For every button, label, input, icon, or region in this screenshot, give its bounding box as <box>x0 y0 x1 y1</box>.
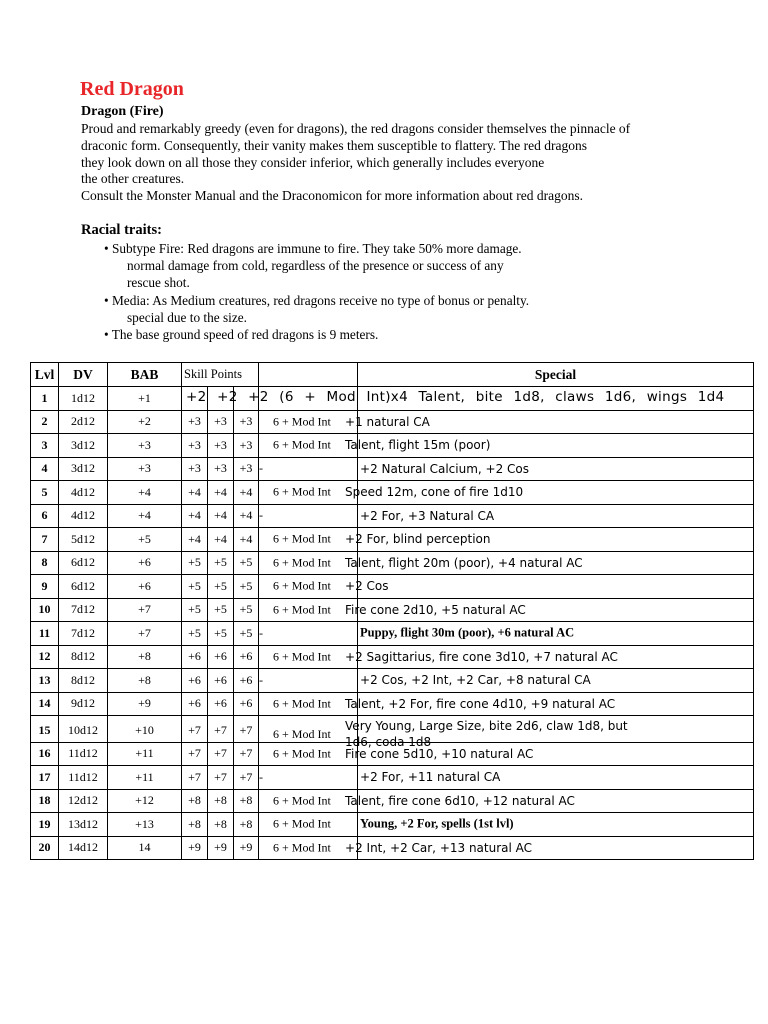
cell-mod-int <box>259 813 358 837</box>
cell-mod-text: 6 + Mod Int <box>273 484 331 499</box>
cell-skill: +5 <box>208 551 234 575</box>
cell-dv: 5d12 <box>59 528 108 552</box>
cell-dv: 2d12 <box>59 410 108 434</box>
cell-level: 1 <box>31 387 59 411</box>
cell-mod-text: 6 + Mod Int <box>273 746 331 761</box>
table-row <box>31 669 754 693</box>
cell-bab: 14 <box>108 836 182 860</box>
cell-special-text: +2 For, blind perception <box>345 532 491 547</box>
cell-dv: 7d12 <box>59 622 108 646</box>
cell-special <box>358 766 754 790</box>
cell-skill: +4 <box>208 504 234 528</box>
cell-special <box>345 692 754 716</box>
table-row <box>31 645 754 669</box>
cell-skill: +6 <box>234 645 259 669</box>
table-row <box>31 766 754 790</box>
page-title: Red Dragon <box>80 78 184 100</box>
table-row <box>31 551 754 575</box>
cell-skill: +4 <box>182 481 208 505</box>
racial-trait-line: • The base ground speed of red dragons is 9 meters. <box>104 327 379 343</box>
cell-mod-text: 6 + Mod Int <box>273 578 331 593</box>
page-subtitle: Dragon (Fire) <box>81 104 164 119</box>
cell-level: 13 <box>31 669 59 693</box>
cell-special <box>358 669 754 693</box>
cell-skill: +5 <box>234 622 259 646</box>
cell-level: 14 <box>31 692 59 716</box>
cell-dv: 13d12 <box>59 813 108 837</box>
cell-skill: +7 <box>234 766 259 790</box>
cell-mod-int <box>259 481 358 505</box>
cell-skill: +3 <box>182 457 208 481</box>
header-dv: DV <box>59 363 108 387</box>
racial-trait-line: normal damage from cold, regardless of the presence or success of any <box>127 258 504 274</box>
cell-skill: +5 <box>182 598 208 622</box>
cell-bab: +3 <box>108 434 182 458</box>
cell-skill: +7 <box>182 742 208 766</box>
row-1-overflow-text: +2 +2 +2 (6 + Mod Int)x4 Talent, bite 1d8, claws 1d6, wings 1d4 <box>186 389 725 406</box>
header-blank <box>259 363 358 387</box>
cell-skill: +7 <box>208 766 234 790</box>
racial-trait-line: • Media: As Medium creatures, red dragons receive no type of bonus or penalty. <box>104 292 530 308</box>
cell-mod-text: 6 + Mod Int <box>273 816 331 831</box>
cell-skill: +8 <box>234 813 259 837</box>
cell-dv: 12d12 <box>59 789 108 813</box>
cell-mod-int <box>259 789 358 813</box>
cell-mod-dash: - <box>259 508 264 523</box>
cell-mod-int <box>259 716 358 743</box>
cell-mod-int <box>259 551 358 575</box>
cell-skill: +4 <box>234 481 259 505</box>
cell-special-text: Speed 12m, cone of fire 1d10 <box>345 485 524 500</box>
cell-mod-int <box>259 434 358 458</box>
cell-skill: +4 <box>182 528 208 552</box>
cell-skill: +8 <box>208 813 234 837</box>
table-row <box>31 622 754 646</box>
cell-level: 10 <box>31 598 59 622</box>
table-row <box>31 410 754 434</box>
table-row <box>31 813 754 837</box>
cell-special-text: Talent, flight 20m (poor), +4 natural AC <box>345 555 583 570</box>
cell-special-text: Talent, +2 For, fire cone 4d10, +9 natural AC <box>345 696 616 711</box>
cell-special <box>345 528 754 552</box>
cell-bab: +6 <box>108 575 182 599</box>
cell-dv: 4d12 <box>59 504 108 528</box>
cell-skill: +7 <box>182 766 208 790</box>
cell-level: 16 <box>31 742 59 766</box>
cell-level: 18 <box>31 789 59 813</box>
table-row <box>31 716 754 743</box>
cell-mod-text: 6 + Mod Int <box>273 555 331 570</box>
cell-special-text: +2 For, +11 natural CA <box>360 770 501 785</box>
cell-special <box>345 481 754 505</box>
cell-special <box>345 836 754 860</box>
header-lvl: Lvl <box>31 363 59 387</box>
cell-special-text: Young, +2 For, spells (1st lvl) <box>360 816 514 831</box>
cell-mod-int <box>259 645 358 669</box>
cell-mod-int <box>259 598 358 622</box>
cell-level: 2 <box>31 410 59 434</box>
cell-skill: +3 <box>234 457 259 481</box>
cell-level: 19 <box>31 813 59 837</box>
cell-skill: +5 <box>182 622 208 646</box>
cell-level: 8 <box>31 551 59 575</box>
table-header-row <box>31 363 754 387</box>
cell-special <box>345 575 754 599</box>
cell-skill: +8 <box>182 813 208 837</box>
cell-level: 4 <box>31 457 59 481</box>
table-row <box>31 434 754 458</box>
cell-special-text: +2 Sagittarius, fire cone 3d10, +7 natural AC <box>345 649 618 664</box>
cell-bab: +2 <box>108 410 182 434</box>
cell-special-text: Talent, flight 15m (poor) <box>345 438 491 453</box>
cell-bab: +4 <box>108 481 182 505</box>
cell-dv: 4d12 <box>59 481 108 505</box>
cell-mod-int <box>259 742 358 766</box>
cell-special-text: +2 Cos, +2 Int, +2 Car, +8 natural CA <box>360 673 591 688</box>
cell-mod-int <box>259 836 358 860</box>
table-row <box>31 528 754 552</box>
header-bab: BAB <box>108 363 182 387</box>
cell-special-text: +2 For, +3 Natural CA <box>360 508 495 523</box>
cell-special <box>345 551 754 575</box>
cell-bab: +9 <box>108 692 182 716</box>
cell-mod-int <box>259 410 358 434</box>
cell-dv: 8d12 <box>59 669 108 693</box>
cell-skill: +9 <box>182 836 208 860</box>
cell-skill: +5 <box>208 622 234 646</box>
racial-trait-line: • Subtype Fire: Red dragons are immune to fire. They take 50% more damage. <box>104 241 522 256</box>
cell-mod-int <box>259 766 358 790</box>
cell-skill: +6 <box>234 692 259 716</box>
cell-skill: +3 <box>208 457 234 481</box>
cell-mod-text: 6 + Mod Int <box>273 727 331 741</box>
cell-dv: 9d12 <box>59 692 108 716</box>
cell-dv: 3d12 <box>59 434 108 458</box>
cell-skill: +7 <box>234 716 259 743</box>
cell-bab: +4 <box>108 504 182 528</box>
cell-mod-text: 6 + Mod Int <box>273 696 331 711</box>
cell-special-text: Fire cone 5d10, +10 natural AC <box>345 746 534 761</box>
cell-level: 9 <box>31 575 59 599</box>
table-row <box>31 836 754 860</box>
cell-skill: +8 <box>208 789 234 813</box>
racial-trait-line: rescue shot. <box>127 275 190 291</box>
intro-line: Proud and remarkably greedy (even for dragons), the red dragons consider themselves the pinnacle of <box>81 121 631 136</box>
cell-skill: +8 <box>182 789 208 813</box>
cell-bab: +13 <box>108 813 182 837</box>
cell-skill: +5 <box>234 575 259 599</box>
cell-skill: +8 <box>234 789 259 813</box>
intro-line: draconic form. Consequently, their vanity makes them susceptible to flattery. The red dragons <box>81 137 587 153</box>
cell-mod-int <box>259 457 358 481</box>
cell-bab: +1 <box>108 387 182 411</box>
cell-mod-int <box>259 575 358 599</box>
table-row <box>31 481 754 505</box>
cell-special <box>358 622 754 646</box>
cell-skill: +3 <box>208 434 234 458</box>
cell-level: 3 <box>31 434 59 458</box>
cell-special-text: Fire cone 2d10, +5 natural AC <box>345 602 526 617</box>
cell-mod-int <box>259 622 358 646</box>
cell-skill: +5 <box>182 575 208 599</box>
cell-special <box>345 645 754 669</box>
cell-skill: +9 <box>234 836 259 860</box>
cell-special <box>358 813 754 837</box>
intro-line: they look down on all those they consider inferior, which generally includes everyone <box>81 154 545 170</box>
cell-dv: 11d12 <box>59 766 108 790</box>
cell-dv: 11d12 <box>59 742 108 766</box>
cell-special-text: Puppy, flight 30m (poor), +6 natural AC <box>360 625 575 640</box>
intro-line: the other creatures. <box>81 171 185 187</box>
cell-skill: +6 <box>234 669 259 693</box>
intro-paragraph <box>81 121 741 205</box>
cell-level: 7 <box>31 528 59 552</box>
cell-skill: +4 <box>182 504 208 528</box>
cell-special <box>345 789 754 813</box>
cell-skill: +6 <box>182 692 208 716</box>
cell-mod-text: 6 + Mod Int <box>273 437 331 452</box>
table-row <box>31 789 754 813</box>
cell-dv: 7d12 <box>59 598 108 622</box>
cell-mod-text: 6 + Mod Int <box>273 414 331 429</box>
cell-bab: +11 <box>108 766 182 790</box>
cell-skill: +5 <box>208 598 234 622</box>
cell-mod-int <box>259 528 358 552</box>
cell-bab: +8 <box>108 645 182 669</box>
cell-skill: +5 <box>234 551 259 575</box>
table-row <box>31 598 754 622</box>
cell-dv: 10d12 <box>59 716 108 743</box>
level-progression-table <box>30 362 754 860</box>
cell-level: 6 <box>31 504 59 528</box>
cell-special-text: Very Young, Large Size, bite 2d6, claw 1d8, but 1d6, coda 1d8 <box>345 719 628 749</box>
cell-mod-int <box>259 669 358 693</box>
cell-special <box>345 598 754 622</box>
cell-special <box>358 504 754 528</box>
racial-traits-heading: Racial traits: <box>81 222 162 238</box>
cell-bab: +8 <box>108 669 182 693</box>
cell-special <box>345 434 754 458</box>
table-row <box>31 504 754 528</box>
cell-dv: 1d12 <box>59 387 108 411</box>
cell-special-text: +2 Int, +2 Car, +13 natural AC <box>345 840 533 855</box>
cell-skill: +4 <box>208 528 234 552</box>
cell-special-text: +2 Cos <box>345 579 389 594</box>
cell-skill: +7 <box>208 716 234 743</box>
cell-special-text: Talent, fire cone 6d10, +12 natural AC <box>345 793 575 808</box>
cell-level: 17 <box>31 766 59 790</box>
cell-bab: +7 <box>108 622 182 646</box>
cell-mod-dash: - <box>259 769 264 784</box>
cell-mod-int <box>259 692 358 716</box>
cell-bab: +3 <box>108 457 182 481</box>
cell-level: 11 <box>31 622 59 646</box>
cell-skill: +3 <box>182 434 208 458</box>
cell-skill: +9 <box>208 836 234 860</box>
cell-skill: +3 <box>208 410 234 434</box>
cell-dv: 3d12 <box>59 457 108 481</box>
cell-bab: +7 <box>108 598 182 622</box>
cell-bab: +12 <box>108 789 182 813</box>
cell-dv: 6d12 <box>59 575 108 599</box>
cell-bab: +10 <box>108 716 182 743</box>
cell-mod-text: 6 + Mod Int <box>273 793 331 808</box>
cell-mod-int <box>259 504 358 528</box>
table-row <box>31 692 754 716</box>
cell-mod-text: 6 + Mod Int <box>273 649 331 664</box>
cell-special <box>358 457 754 481</box>
racial-trait-line: special due to the size. <box>127 309 247 325</box>
cell-dv: 14d12 <box>59 836 108 860</box>
cell-skill: +6 <box>208 692 234 716</box>
cell-mod-text: 6 + Mod Int <box>273 531 331 546</box>
intro-line: Consult the Monster Manual and the Draconomicon for more information about red dragons. <box>81 188 584 204</box>
cell-special-text: +1 natural CA <box>345 414 430 429</box>
cell-mod-dash: - <box>259 672 264 687</box>
table-row <box>31 575 754 599</box>
cell-bab: +6 <box>108 551 182 575</box>
cell-skill: +4 <box>234 528 259 552</box>
cell-special <box>345 716 754 749</box>
cell-level: 5 <box>31 481 59 505</box>
cell-skill: +6 <box>182 645 208 669</box>
cell-bab: +11 <box>108 742 182 766</box>
cell-skill: +7 <box>234 742 259 766</box>
cell-skill: +3 <box>234 410 259 434</box>
table-row <box>31 457 754 481</box>
header-special: Special <box>358 363 754 387</box>
cell-mod-dash: - <box>259 625 264 640</box>
cell-level: 12 <box>31 645 59 669</box>
cell-skill: +7 <box>182 716 208 743</box>
cell-special <box>345 410 754 434</box>
cell-level: 20 <box>31 836 59 860</box>
cell-skill: +6 <box>208 669 234 693</box>
header-skill-points: Skill Points <box>182 363 259 387</box>
cell-skill: +5 <box>234 598 259 622</box>
racial-traits-list <box>104 240 529 343</box>
cell-skill: +6 <box>208 645 234 669</box>
cell-mod-dash: - <box>259 461 264 476</box>
cell-skill: +3 <box>182 410 208 434</box>
cell-mod-text: 6 + Mod Int <box>273 840 331 855</box>
cell-dv: 8d12 <box>59 645 108 669</box>
cell-special-text: +2 Natural Calcium, +2 Cos <box>360 461 530 476</box>
cell-skill: +5 <box>208 575 234 599</box>
cell-skill: +3 <box>234 434 259 458</box>
cell-bab: +5 <box>108 528 182 552</box>
cell-mod-text: 6 + Mod Int <box>273 602 331 617</box>
cell-skill: +4 <box>234 504 259 528</box>
cell-skill: +4 <box>208 481 234 505</box>
cell-dv: 6d12 <box>59 551 108 575</box>
cell-skill: +5 <box>182 551 208 575</box>
cell-skill: +7 <box>208 742 234 766</box>
cell-skill: +6 <box>182 669 208 693</box>
cell-level: 15 <box>31 716 59 743</box>
